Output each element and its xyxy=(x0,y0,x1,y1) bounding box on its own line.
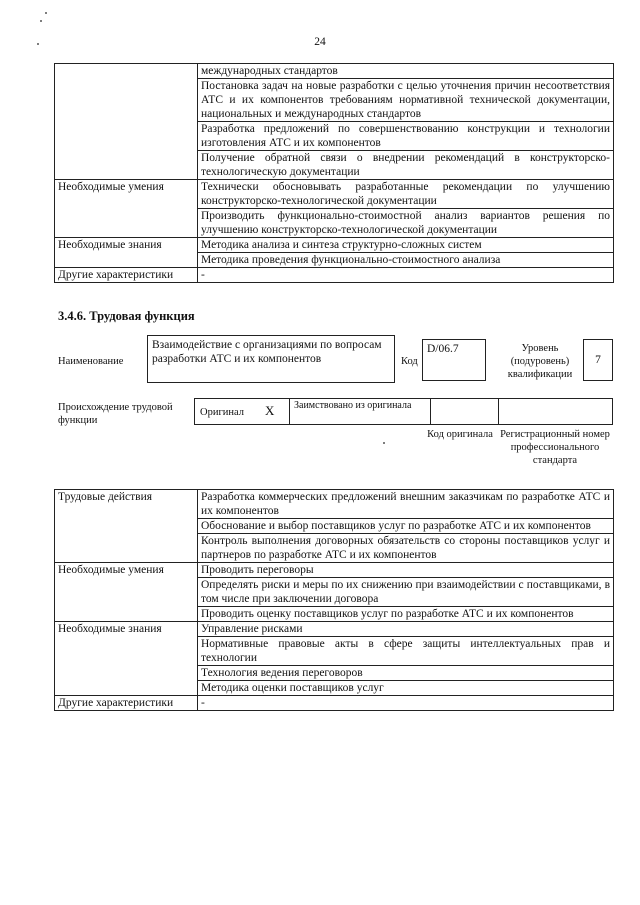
row-value: Технология ведения переговоров xyxy=(198,666,614,681)
row-value: Проводить переговоры xyxy=(198,563,614,578)
table-row xyxy=(55,563,614,578)
code-box: D/06.7 xyxy=(422,339,486,381)
origin-code-caption: Код оригинала xyxy=(427,429,493,440)
table-row xyxy=(55,64,614,79)
continuation-table xyxy=(54,63,614,283)
row-label: Другие характеристики xyxy=(55,268,198,283)
table-row xyxy=(55,696,614,711)
original-label: Оригинал xyxy=(200,407,244,418)
table-row xyxy=(55,268,614,283)
labor-function-table xyxy=(54,489,614,711)
row-value: Обоснование и выбор поставщиков услуг по разработке АТС и их компонентов xyxy=(198,519,614,534)
row-label xyxy=(55,64,198,180)
row-label: Трудовые действия xyxy=(55,490,198,563)
row-value: Технически обосновывать разработанные рекомендации по улучшению конструкторско-технологической документации xyxy=(198,180,614,209)
origin-box xyxy=(194,398,613,425)
row-value: Разработка коммерческих предложений внешним заказчикам по разработке АТС и их компонентов xyxy=(198,490,614,519)
row-value: Проводить оценку поставщиков услуг по разработке АТС и их компонентов xyxy=(198,607,614,622)
row-label: Необходимые знания xyxy=(55,238,198,268)
row-value: Получение обратной связи о внедрении рекомендаций в конструкторско-технологическую документации xyxy=(198,151,614,180)
row-label: Необходимые знания xyxy=(55,622,198,696)
page-number: 24 xyxy=(314,36,326,48)
divider xyxy=(289,399,290,424)
level-box: 7 xyxy=(583,339,613,381)
row-value: - xyxy=(198,696,614,711)
row-label: Необходимые умения xyxy=(55,180,198,238)
row-value: Методика оценки поставщиков услуг xyxy=(198,681,614,696)
function-name-box: Взаимодействие с организациями по вопросам разработки АТС и их компонентов xyxy=(147,335,395,383)
row-value: Методика анализа и синтеза структурно-сложных систем xyxy=(198,238,614,253)
divider xyxy=(498,399,499,424)
row-value: Нормативные правовые акты в сфере защиты интеллектуальных прав и технологии xyxy=(198,637,614,666)
original-mark: X xyxy=(265,403,275,418)
row-label: Необходимые умения xyxy=(55,563,198,622)
table-row xyxy=(55,490,614,519)
divider xyxy=(430,399,431,424)
row-value: Определять риски и меры по их снижению при взаимодействии с поставщиками, в том числе при заключении договора xyxy=(198,578,614,607)
borrowed-label: Заимствовано из оригинала xyxy=(294,400,412,411)
section-title: 3.4.6. Трудовая функция xyxy=(58,309,195,323)
row-value: Контроль выполнения договорных обязательств со стороны поставщиков услуг и партнеров по разработке АТС и их компонентов xyxy=(198,534,614,563)
row-value: международных стандартов xyxy=(198,64,614,79)
origin-label: Происхождение трудовой функции xyxy=(58,402,173,426)
code-label: Код xyxy=(401,356,418,367)
row-label: Другие характеристики xyxy=(55,696,198,711)
row-value: - xyxy=(198,268,614,283)
row-value: Методика проведения функционально-стоимостного анализа xyxy=(198,253,614,268)
table-row xyxy=(55,180,614,209)
table-row xyxy=(55,622,614,637)
row-value: Постановка задач на новые разработки с целью уточнения причин несоответствия АТС и их компонентов требованиям нормативной технической документации, национальных и международных стандартов xyxy=(198,79,614,122)
table-row xyxy=(55,238,614,253)
row-value: Разработка предложений по совершенствованию конструкции и технологии изготовления АТС и их компонентов xyxy=(198,122,614,151)
reg-number-caption: Регистрационный номер профессионального стандарта xyxy=(500,429,610,466)
name-label: Наименование xyxy=(58,356,124,367)
row-value: Производить функционально-стоимостной анализ вариантов решения по улучшению конструкторско-технологической документации xyxy=(198,209,614,238)
level-label: Уровень (подуровень) квалификации xyxy=(507,343,573,380)
row-value: Управление рисками xyxy=(198,622,614,637)
